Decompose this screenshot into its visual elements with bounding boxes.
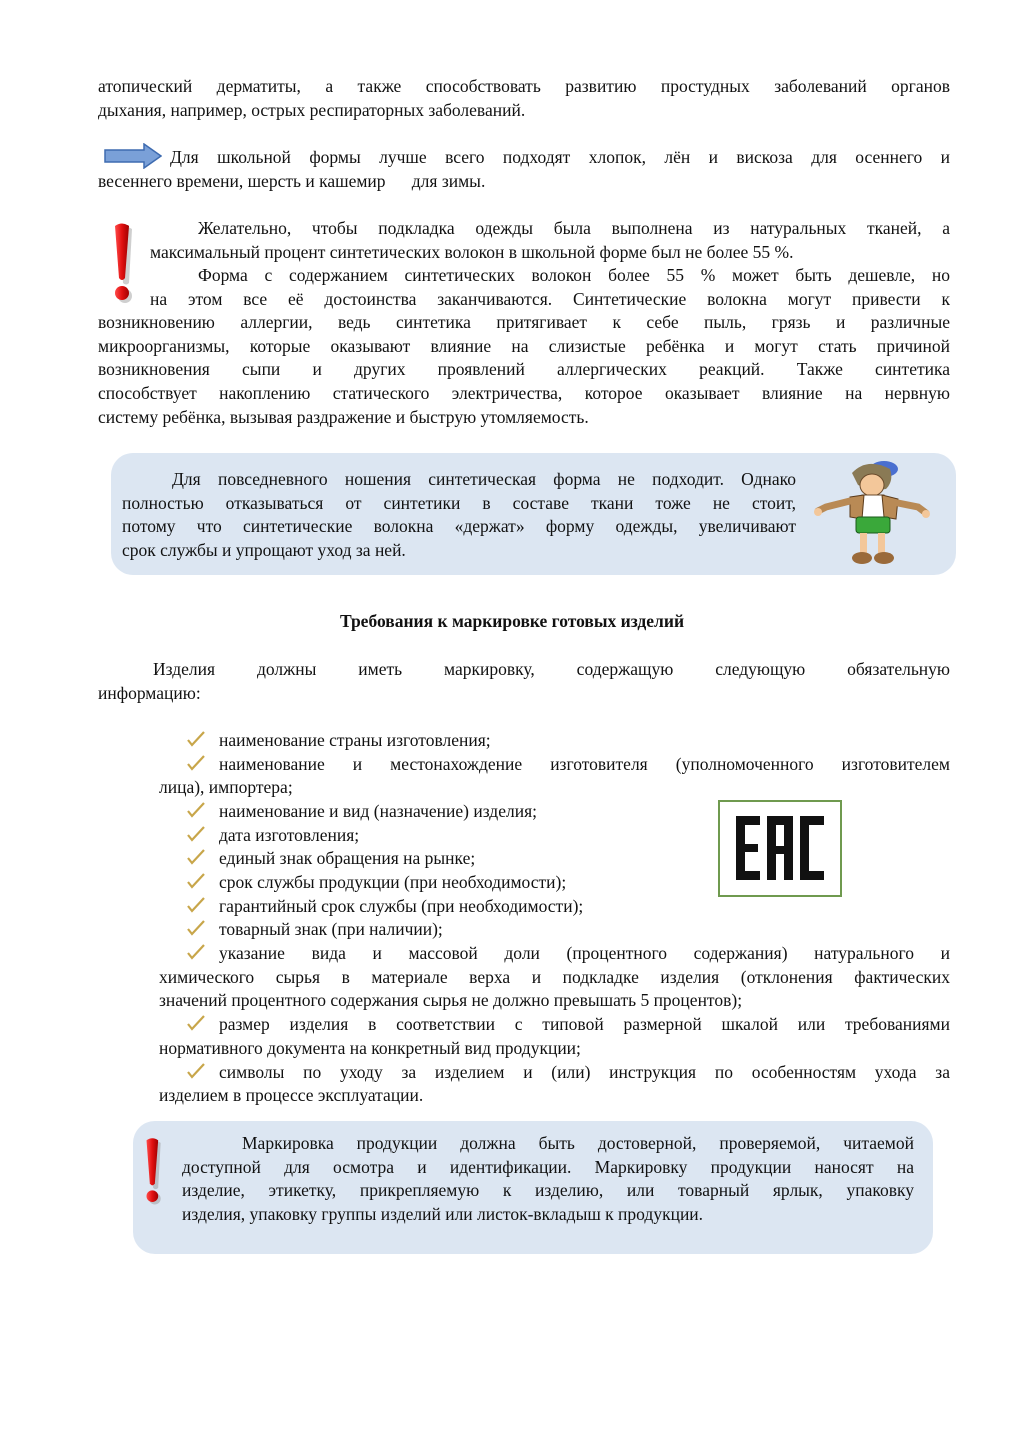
text-line: весеннего времени, шерсть и кашемир для зимы.: [98, 170, 486, 191]
check-icon: [186, 753, 206, 771]
check-icon: [186, 847, 206, 865]
text-line: на этом все её достоинства заканчиваются. Синтетические волокна могут привести к: [150, 288, 950, 309]
text-line: микроорганизмы, которые оказывают влияние на слизистые ребёнка и могут стать причиной: [98, 335, 950, 356]
text-line: полностью отказываться от синтетики в составе ткани тоже не стоит,: [122, 492, 796, 513]
list-item: размер изделия в соответствии с типовой размерной шкалой или требованиями: [219, 1014, 950, 1034]
text-line: возникновения сыпи и других проявлений аллергических реакций. Также синтетика: [98, 359, 950, 380]
list-item: указание вида и массовой доли (процентного содержания) натурального и: [219, 943, 950, 963]
list-item: символы по уходу за изделием и (или) инструкция по особенностям ухода за: [219, 1062, 950, 1082]
text-line: Изделия должны иметь маркировку, содержащую следующую обязательную: [153, 659, 950, 679]
text-line: систему ребёнка, вызывая раздражение и быструю утомляемость.: [98, 406, 589, 427]
text-line: возникновению аллергии, ведь синтетика притягивает к себе пыль, грязь и различные: [98, 312, 950, 333]
list-item: наименование страны изготовления;: [219, 730, 491, 750]
text-line: потому что синтетические волокна «держат» форму одежды, увеличивают: [122, 516, 796, 537]
check-icon: [186, 824, 206, 842]
section-intro-paragraph: [98, 658, 950, 705]
list-item: срок службы продукции (при необходимости);: [219, 872, 567, 892]
warning-paragraph-2: [98, 264, 950, 429]
text-line: изделия, упаковку группы изделий или листок-вкладыш к продукции.: [182, 1203, 704, 1224]
intro-paragraph: [98, 75, 950, 122]
text-line: информацию:: [98, 682, 201, 703]
warning-paragraph-1: [150, 217, 950, 264]
warning-callout-paragraph: [182, 1132, 914, 1226]
list-item: гарантийный срок службы (при необходимости);: [219, 896, 584, 916]
check-icon: [186, 871, 206, 889]
text-line: способствует накоплению статического электричества, которое оказывает влияние на нервную: [98, 382, 950, 403]
check-icon: [186, 895, 206, 913]
list-item-continuation: лица), импортера;: [159, 777, 293, 797]
callout-paragraph: [122, 468, 796, 562]
text-line: изделие, этикетку, прикрепляемую к изделию, или товарный ярлык, упаковку: [182, 1180, 914, 1201]
list-item-continuation: значений процентного содержания сырья не должно превышать 5 процентов);: [159, 990, 743, 1010]
list-item: единый знак обращения на рынке;: [219, 848, 476, 868]
exclamation-icon: [140, 1137, 168, 1207]
text-line: дыхания, например, острых респираторных заболеваний.: [98, 99, 526, 120]
check-icon: [186, 729, 206, 747]
text-line: Желательно, чтобы подкладка одежды была выполнена из натуральных тканей, а: [198, 218, 950, 238]
cartoon-boy-illustration: [812, 455, 932, 570]
check-icon: [186, 800, 206, 818]
text-line: Маркировка продукции должна быть достоверной, проверяемой, читаемой: [242, 1133, 914, 1153]
text-line: доступной для осмотра и идентификации. Маркировку продукции наносят на: [182, 1156, 914, 1177]
section-heading: Требования к маркировке готовых изделий: [339, 611, 685, 631]
text-line: Форма с содержанием синтетических волокон более 55 % может быть дешевле, но: [198, 265, 950, 285]
list-item: товарный знак (при наличии);: [219, 919, 443, 939]
text-line: Для повседневного ношения синтетическая форма не подходит. Однако: [172, 469, 796, 489]
check-icon: [186, 918, 206, 936]
check-icon: [186, 1013, 206, 1031]
list-item: наименование и вид (назначение) изделия;: [219, 801, 537, 821]
eac-mark-logo: [718, 800, 842, 897]
list-item: наименование и местонахождение изготовителя (уполномоченного изготовителем: [219, 754, 950, 774]
check-icon: [186, 942, 206, 960]
list-item-continuation: нормативного документа на конкретный вид продукции;: [159, 1038, 581, 1058]
text-line: атопический дерматиты, а также способствовать развитию простудных заболеваний органов: [98, 76, 950, 96]
text-line: максимальный процент синтетических волокон в школьной форме был не более 55 %.: [150, 241, 794, 262]
list-item-continuation: изделием в процессе эксплуатации.: [159, 1085, 424, 1105]
text-line: срок службы и упрощают уход за ней.: [122, 539, 406, 560]
list-item: дата изготовления;: [219, 825, 360, 845]
check-icon: [186, 1061, 206, 1079]
eac-letters: [720, 802, 840, 895]
arrow-note-paragraph: [98, 146, 950, 193]
text-line: Для школьной формы лучше всего подходят хлопок, лён и вискоза для осеннего и: [170, 147, 950, 167]
list-item-continuation: химического сырья в материале верха и подкладке изделия (отклонения фактических: [159, 967, 950, 987]
